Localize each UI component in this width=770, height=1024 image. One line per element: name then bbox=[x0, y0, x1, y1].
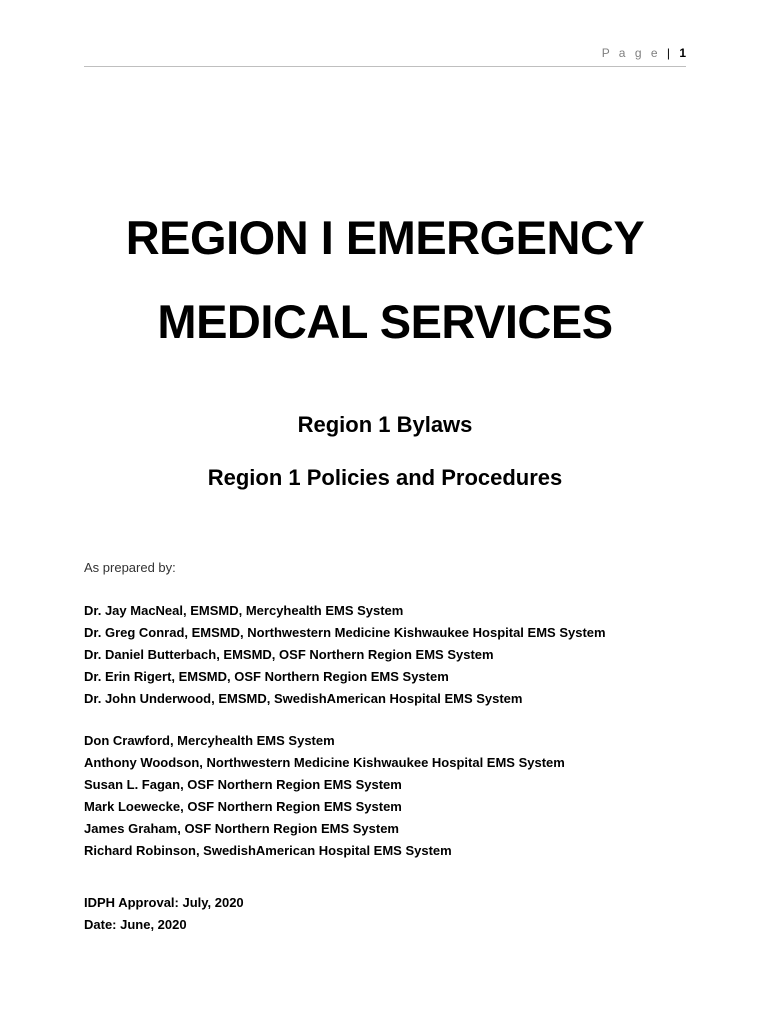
list-item: Dr. John Underwood, EMSMD, SwedishAmerican Hospital EMS System bbox=[84, 691, 523, 706]
list-item: Mark Loewecke, OSF Northern Region EMS System bbox=[84, 799, 402, 814]
physician-list bbox=[84, 600, 606, 710]
list-item: Susan L. Fagan, OSF Northern Region EMS System bbox=[84, 777, 402, 792]
idph-approval: IDPH Approval: July, 2020 bbox=[84, 895, 244, 910]
list-item: Dr. Jay MacNeal, EMSMD, Mercyhealth EMS System bbox=[84, 603, 404, 618]
list-item: Dr. Greg Conrad, EMSMD, Northwestern Medicine Kishwaukee Hospital EMS System bbox=[84, 625, 606, 640]
list-item: James Graham, OSF Northern Region EMS System bbox=[84, 821, 399, 836]
document-title bbox=[0, 196, 770, 364]
title-line-2: MEDICAL SERVICES bbox=[157, 295, 613, 348]
subtitle-bylaws: Region 1 Bylaws bbox=[297, 412, 473, 437]
page-label: P a g e bbox=[601, 46, 661, 60]
page-number: 1 bbox=[679, 46, 686, 60]
page-separator: | bbox=[666, 46, 670, 60]
prepared-by-label: As prepared by: bbox=[84, 560, 176, 575]
list-item: Dr. Daniel Butterbach, EMSMD, OSF Northern Region EMS System bbox=[84, 647, 494, 662]
approval-info bbox=[84, 892, 244, 936]
subtitle-policies: Region 1 Policies and Procedures bbox=[207, 465, 563, 490]
coordinator-list bbox=[84, 730, 565, 862]
list-item: Don Crawford, Mercyhealth EMS System bbox=[84, 733, 335, 748]
list-item: Anthony Woodson, Northwestern Medicine Kishwaukee Hospital EMS System bbox=[84, 755, 565, 770]
title-line-1: REGION I EMERGENCY bbox=[125, 211, 645, 264]
list-item: Dr. Erin Rigert, EMSMD, OSF Northern Region EMS System bbox=[84, 669, 449, 684]
document-date: Date: June, 2020 bbox=[84, 917, 187, 932]
page-number-indicator bbox=[602, 46, 686, 60]
list-item: Richard Robinson, SwedishAmerican Hospital EMS System bbox=[84, 843, 452, 858]
page-header bbox=[84, 44, 686, 67]
